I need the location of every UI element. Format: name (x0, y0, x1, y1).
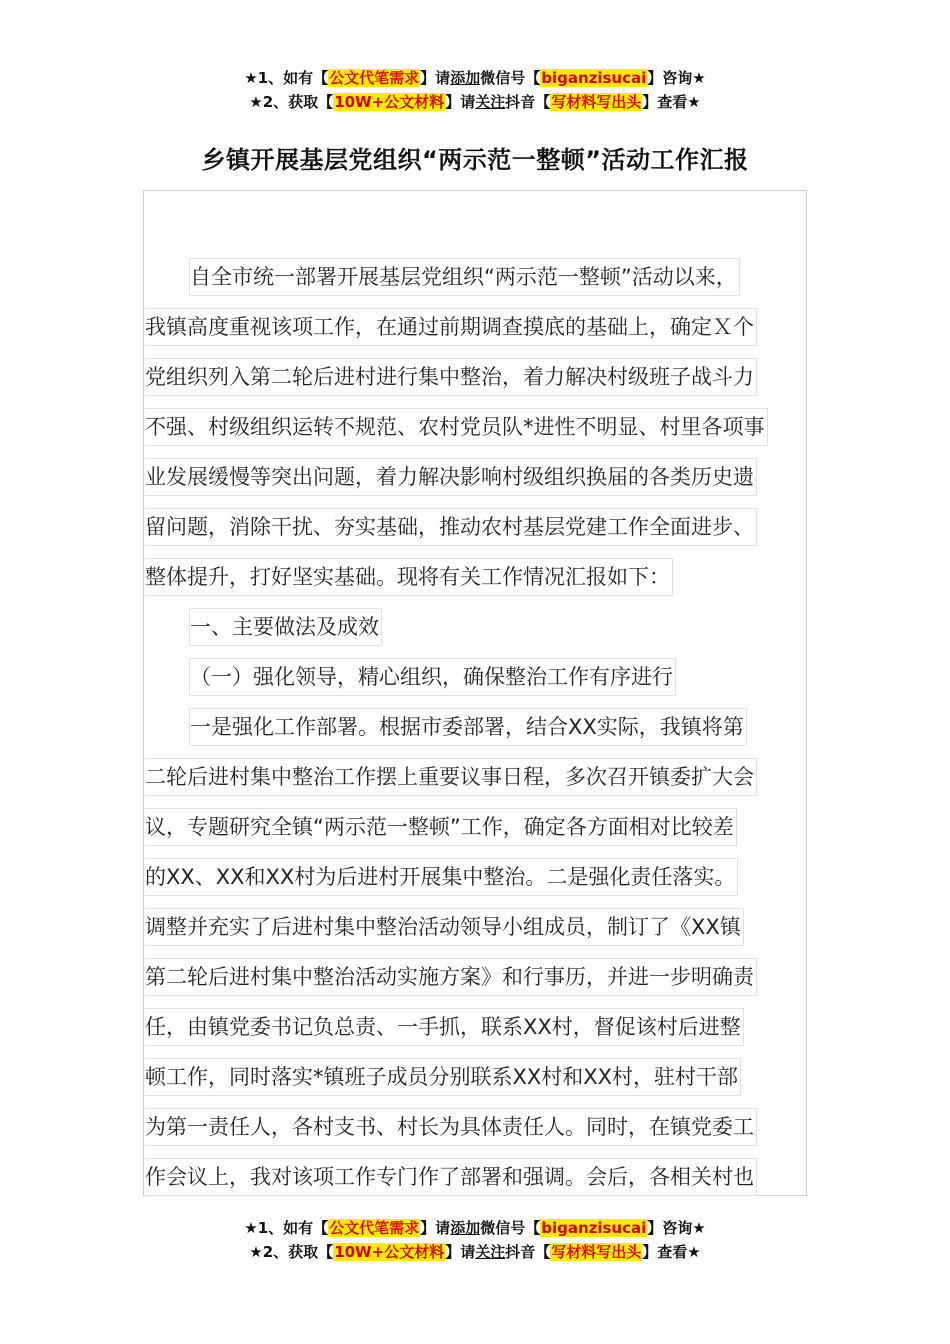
text-line: 任，由镇党委书记负总责、一手抓，联系XX村，督促该村后进整 (145, 1008, 807, 1058)
text-line: 第二轮后进村集中整治活动实施方案》和行事历，并进一步明确责 (145, 958, 807, 1008)
text-line: 为第一责任人，各村支书、村长为具体责任人。同时，在镇党委工 (145, 1108, 807, 1158)
text-line: 我镇高度重视该项工作，在通过前期调查摸底的基础上，确定Ｘ个 (145, 308, 807, 358)
text-line: 作会议上，我对该项工作专门作了部署和强调。会后，各相关村也 (145, 1158, 807, 1208)
banner-highlight: 写材料写出头 (551, 93, 642, 111)
footer-banner (0, 1216, 950, 1264)
text-line: 二轮后进村集中整治工作摆上重要议事日程，多次召开镇委扩大会 (145, 758, 807, 808)
banner-line-1: ★1、如有【公文代笔需求】请添加微信号【biganzisucai】咨询★ (244, 1219, 706, 1237)
text-line: 顿工作，同时落实*镇班子成员分别联系XX村和XX村，驻村干部 (145, 1058, 807, 1108)
text-line: 整体提升，打好坚实基础。现将有关工作情况汇报如下： (145, 558, 807, 608)
subsection-heading: （一）强化领导，精心组织，确保整治工作有序进行 (145, 658, 807, 708)
text-line: 留问题，消除干扰、夯实基础，推动农村基层党建工作全面进步、 (145, 508, 807, 558)
text-line: 的XX、XX和XX村为后进村开展集中整治。二是强化责任落实。 (145, 858, 807, 908)
text-line: 业发展缓慢等突出问题，着力解决影响村级组织换届的各类历史遗 (145, 458, 807, 508)
banner-highlight: 10W+公文材料 (334, 1243, 445, 1261)
text-line: 不强、村级组织运转不规范、农村党员队*进性不明显、村里各项事 (145, 408, 807, 458)
banner-highlight: 公文代笔需求 (329, 1219, 420, 1237)
header-banner (0, 66, 950, 114)
banner-line-1: ★1、如有【公文代笔需求】请添加微信号【biganzisucai】咨询★ (244, 69, 706, 87)
document-body (145, 258, 807, 1208)
text-line: 一是强化工作部署。根据市委部署，结合XX实际，我镇将第 (145, 708, 807, 758)
text-line: 议，专题研究全镇“两示范一整顿”工作，确定各方面相对比较差 (145, 808, 807, 858)
banner-highlight: 公文代笔需求 (329, 69, 420, 87)
banner-highlight: 写材料写出头 (551, 1243, 642, 1261)
text-line: 调整并充实了后进村集中整治活动领导小组成员，制订了《XX镇 (145, 908, 807, 958)
text-line: 党组织列入第二轮后进村进行集中整治，着力解决村级班子战斗力 (145, 358, 807, 408)
banner-highlight: biganzisucai (541, 69, 647, 87)
document-title: 乡镇开展基层党组织“两示范一整顿”活动工作汇报 (201, 146, 749, 174)
banner-line-2: ★2、获取【10W+公文材料】请关注抖音【写材料写出头】查看★ (249, 93, 701, 111)
banner-line-2: ★2、获取【10W+公文材料】请关注抖音【写材料写出头】查看★ (249, 1243, 701, 1261)
text-line: 自全市统一部署开展基层党组织“两示范一整顿”活动以来， (145, 258, 807, 308)
banner-highlight: biganzisucai (541, 1219, 647, 1237)
banner-highlight: 10W+公文材料 (334, 93, 445, 111)
section-heading: 一、主要做法及成效 (145, 608, 807, 658)
